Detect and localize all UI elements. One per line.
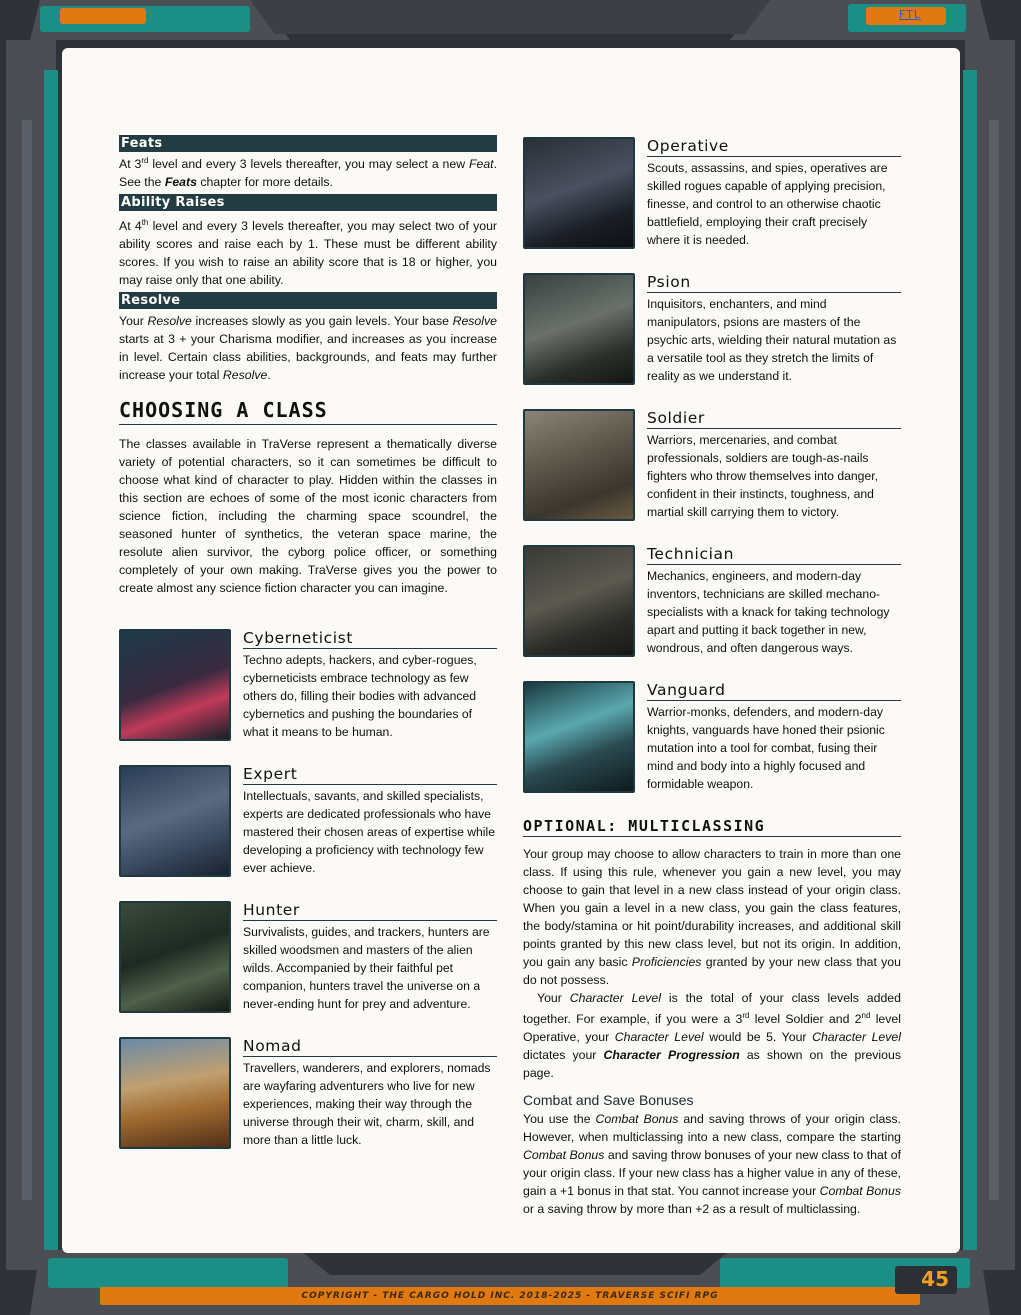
class-title: Cyberneticist: [243, 629, 497, 649]
resolve-section: [119, 292, 497, 384]
vanguard-image: [523, 681, 635, 793]
class-desc: Warriors, mercenaries, and combat professionals, soldiers are tough-as-nails fighters who throw themselves into danger, confident in their instincts, toughness, and martial skill carrying them to victory.: [647, 433, 879, 519]
combat-save-heading: Combat and Save Bonuses: [523, 1092, 694, 1109]
class-desc: Scouts, assassins, and spies, operatives are skilled rogues capable of applying precision, finesse, and control to an otherwise chaotic battlefield, employing their craft precisely where it is needed.: [647, 161, 888, 247]
class-soldier: [523, 409, 901, 545]
choosing-class-text: The classes available in TraVerse represent a thematically diverse variety of potential characters, so it can sometimes be difficult to choose what kind of character to play. Hidden within the classes in this section are echoes of some of the most iconic characters from science fiction, including the charming space scoundrel, the seasoned hunter of synthetics, the veteran space marine, the resolute alien survivor, the cyborg police officer, or something completely of your own making. TraVerse gives you the power to create almost any science fiction character you can imagine.: [119, 437, 497, 596]
left-column: [119, 135, 497, 1149]
class-title: Psion: [647, 273, 901, 293]
technician-image: [523, 545, 635, 657]
class-technician: [523, 545, 901, 681]
operative-image: [523, 137, 635, 249]
right-column: [523, 137, 901, 1218]
feats-text: At 3rd level and every 3 levels thereafter, you may select a new Feat. See the Feats chapter for more details.: [119, 156, 497, 190]
class-title: Soldier: [647, 409, 901, 429]
class-title: Technician: [647, 545, 901, 565]
choosing-class-heading: CHOOSING A CLASS: [119, 398, 497, 425]
class-vanguard: [523, 681, 901, 817]
expert-image: [119, 765, 231, 877]
nomad-image: [119, 1037, 231, 1149]
class-psion: [523, 273, 901, 409]
class-desc: Intellectuals, savants, and skilled specialists, experts are dedicated professionals who have mastered their chosen areas of expertise while developing a proficiency with technology few ever achieve.: [243, 789, 496, 876]
class-title: Nomad: [243, 1037, 497, 1057]
page-number: 45: [921, 1267, 949, 1291]
class-title: Vanguard: [647, 681, 901, 701]
class-title: Operative: [647, 137, 901, 157]
soldier-image: [523, 409, 635, 521]
multiclassing-text-2: Your Character Level is the total of your class levels added together. For example, if you were a 3rd level Soldier and 2nd level Operative, your Character Level would be 5. Your Character Level dictates your Character Progression as shown on the previous page.: [523, 991, 901, 1081]
combat-save-text: You use the Combat Bonus and saving throws of your origin class. However, when multiclassing into a new class, compare the starting Combat Bonus and saving throw bonuses of your new class to that of your origin class. If your new class has a higher value in any of these, gain a +1 bonus in that stat. You cannot increase your Combat Bonus or a saving throw by more than +2 as a result of multiclassing.: [523, 1112, 902, 1217]
class-desc: Techno adepts, hackers, and cyber-rogues, cyberneticists embrace technology as few others do, filling their bodies with advanced cybernetics and pushing the boundaries of what it means to be human.: [243, 653, 477, 740]
class-title: Hunter: [243, 901, 497, 921]
feats-heading: Feats: [119, 135, 497, 152]
class-nomad: [119, 1037, 497, 1149]
class-desc: Inquisitors, enchanters, and mind manipulators, psions are masters of the psychic arts, wielding their natural mutation as a versatile tool as they stretch the limits of reality as we understand it.: [647, 297, 897, 383]
cyberneticist-image: [119, 629, 231, 741]
class-desc: Travellers, wanderers, and explorers, nomads are wayfaring adventurers who live for new experiences, making their way through the universe through their wit, charm, skill, and more than a little luck.: [243, 1061, 491, 1148]
class-operative: [523, 137, 901, 273]
class-cyberneticist: [119, 629, 497, 765]
copyright-notice: COPYRIGHT - THE CARGO HOLD INC. 2018-2025 - TRAVERSE SCIFI RPG: [301, 1291, 719, 1301]
feats-section: [119, 135, 497, 191]
class-desc: Mechanics, engineers, and modern-day inventors, technicians are skilled mechano-specialists with a knack for taking technology apart and putting it back together in new, wondrous, and often dangerous ways.: [647, 569, 890, 655]
ability-raises-text: At 4th level and every 3 levels thereafter, you may select two of your ability scores and raise each by 1. These must be different ability scores. If you wish to raise an ability score that is 18 or higher, you may raise only that one ability.: [119, 218, 497, 288]
multiclassing-heading: OPTIONAL: MULTICLASSING: [523, 817, 901, 837]
resolve-text: Your Resolve increases slowly as you gain levels. Your base Resolve starts at 3 + your Charisma modifier, and increases as you increase in level. Certain class abilities, backgrounds, and feats may further increase your total Resolve.: [119, 314, 497, 383]
ability-raises-section: [119, 194, 497, 289]
class-desc: Warrior-monks, defenders, and modern-day knights, vanguards have honed their psionic mutation into a tool for combat, fusing their mind and body into a highly focused and formidable weapon.: [647, 705, 885, 791]
ability-raises-heading: Ability Raises: [119, 194, 497, 211]
class-title: Expert: [243, 765, 497, 785]
class-hunter: [119, 901, 497, 1037]
ftl-link[interactable]: FTL: [899, 8, 921, 21]
class-expert: [119, 765, 497, 901]
class-desc: Survivalists, guides, and trackers, hunters are skilled woodsmen and masters of the alien wilds. Accompanied by their faithful pet companion, hunters travel the universe on a never-ending hunt for prey and adventure.: [243, 925, 490, 1012]
psion-image: [523, 273, 635, 385]
resolve-heading: Resolve: [119, 292, 497, 309]
multiclassing-text-1: Your group may choose to allow characters to train in more than one class. If using this rule, whenever you gain a new level, you may choose to gain that level in a new class instead of your origin class. When you gain a level in a new class, you gain the class features, the body/stamina or hit point/durability increases, and additional skill points granted by this new class level, but not its origin. In addition, you gain any basic Proficiencies granted by your new class that you do not possess.: [523, 847, 901, 987]
hunter-image: [119, 901, 231, 1013]
